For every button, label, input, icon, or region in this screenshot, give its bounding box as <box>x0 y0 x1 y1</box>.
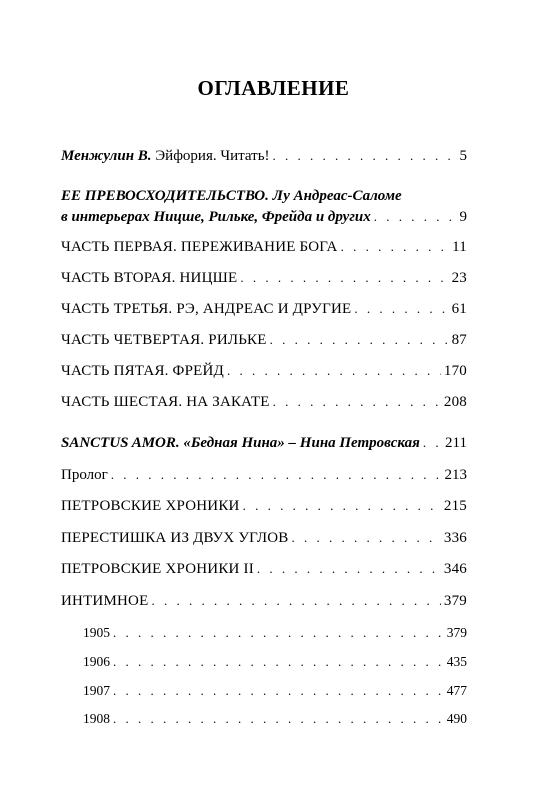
toc-entry-author: Менжулин В. <box>61 148 152 164</box>
toc-page-number: 379 <box>443 593 467 609</box>
toc-entry-label: ЧАСТЬ ПЯТАЯ. ФРЕЙД <box>61 363 224 379</box>
toc-entry-label: ЧАСТЬ ЧЕТВЕРТАЯ. РИЛЬКЕ <box>61 332 267 348</box>
toc-entry-part-2[interactable] <box>61 268 467 288</box>
leader-dots <box>374 207 457 227</box>
toc-entry-perestishka[interactable] <box>61 528 467 548</box>
leader-dots <box>341 237 450 257</box>
toc-entry-part-3[interactable] <box>61 299 467 319</box>
toc-subentry-1905[interactable] <box>83 623 467 643</box>
toc-page-number: 490 <box>446 711 467 726</box>
toc-entry-petrovskie-khroniki[interactable] <box>61 496 467 516</box>
toc-entry-label: ПЕРЕСТИШКА ИЗ ДВУХ УГЛОВ <box>61 530 289 546</box>
toc-entry-part-1[interactable] <box>61 237 467 257</box>
toc-page-number: 87 <box>451 332 467 348</box>
toc-page-number: 61 <box>451 301 467 317</box>
toc-subentry-1906[interactable] <box>83 652 467 672</box>
toc-entry-part-6[interactable] <box>61 392 467 412</box>
toc-entry-ee-prevoskhoditelstvo[interactable] <box>61 207 467 227</box>
toc-entry-section-title-line1: ЕЕ ПРЕВОСХОДИТЕЛЬСТВО. Лу Андреас-Саломе <box>61 188 402 204</box>
leader-dots <box>111 465 442 485</box>
toc-page-number: 435 <box>446 654 467 669</box>
toc-entry-part-5[interactable] <box>61 361 467 381</box>
toc-entry-title: SANCTUS AMOR. <box>61 435 184 451</box>
toc-entry-subtitle: «Бедная Нина» – Нина Петровская <box>183 435 420 451</box>
toc-page-number: 346 <box>443 561 467 577</box>
leader-dots <box>257 559 441 579</box>
leader-dots <box>273 392 441 412</box>
toc-entry-label: ИНТИМНОЕ <box>61 593 149 609</box>
page-title: ОГЛАВЛЕНИЕ <box>197 76 350 100</box>
toc-entry-label: 1908 <box>83 711 110 726</box>
toc-page-number: 23 <box>451 270 467 286</box>
leader-dots <box>113 623 444 643</box>
toc-page-number: 336 <box>443 530 467 546</box>
toc-entry-label: Пролог <box>61 467 108 483</box>
leader-dots <box>113 652 444 672</box>
toc-entry-prolog[interactable] <box>61 465 467 485</box>
toc-entry-label: в интерьерах Ницше, Рильке, Фрейда и других <box>61 209 371 225</box>
toc-page-number: 211 <box>445 435 467 451</box>
toc-page-number: 477 <box>446 683 467 698</box>
toc-entry-label: ЧАСТЬ ВТОРАЯ. НИЦШЕ <box>61 270 238 286</box>
toc-entry-label: 1907 <box>83 683 110 698</box>
toc-page-number: 215 <box>443 498 467 514</box>
leader-dots <box>240 268 448 288</box>
toc-entry-part-4[interactable] <box>61 330 467 350</box>
toc-page-number: 213 <box>444 467 467 483</box>
toc-entry-title: Эйфория. Читать! <box>151 148 270 164</box>
leader-dots <box>292 528 441 548</box>
toc-entry-label: ЧАСТЬ ТРЕТЬЯ. РЭ, АНДРЕАС И ДРУГИЕ <box>61 301 352 317</box>
toc-entry-label: ПЕТРОВСКИЕ ХРОНИКИ <box>61 498 240 514</box>
toc-subentry-1908[interactable] <box>83 709 467 729</box>
toc-entry-label: 1906 <box>83 654 110 669</box>
toc-entry-sanctus-amor[interactable] <box>61 433 467 453</box>
toc-entry-label: ПЕТРОВСКИЕ ХРОНИКИ II <box>61 561 254 577</box>
toc-entry-label: ЧАСТЬ ПЕРВАЯ. ПЕРЕЖИВАНИЕ БОГА <box>61 239 338 255</box>
toc-page-number: 5 <box>459 148 467 164</box>
leader-dots <box>113 709 444 729</box>
toc-entry-petrovskie-khroniki-2[interactable] <box>61 559 467 579</box>
leader-dots <box>354 299 448 319</box>
toc-entry-euphoria[interactable] <box>61 146 467 166</box>
toc-entry-label: ЧАСТЬ ШЕСТАЯ. НА ЗАКАТЕ <box>61 394 270 410</box>
leader-dots <box>270 330 449 350</box>
toc-page-number: 9 <box>459 209 467 225</box>
toc-entry-label <box>61 146 270 166</box>
toc-subentry-1907[interactable] <box>83 681 467 701</box>
toc-entry-intimnoe[interactable] <box>61 591 467 611</box>
leader-dots <box>243 496 441 516</box>
leader-dots <box>227 361 441 381</box>
toc-entry-label <box>61 433 420 453</box>
leader-dots <box>273 146 457 166</box>
toc-entry-label: 1905 <box>83 625 110 640</box>
leader-dots <box>151 591 440 611</box>
toc-page-number: 208 <box>443 394 467 410</box>
leader-dots <box>423 433 442 453</box>
toc-page-number: 379 <box>446 625 467 640</box>
toc-page-number: 11 <box>452 239 467 255</box>
leader-dots <box>113 681 444 701</box>
toc-page-number: 170 <box>443 363 467 379</box>
